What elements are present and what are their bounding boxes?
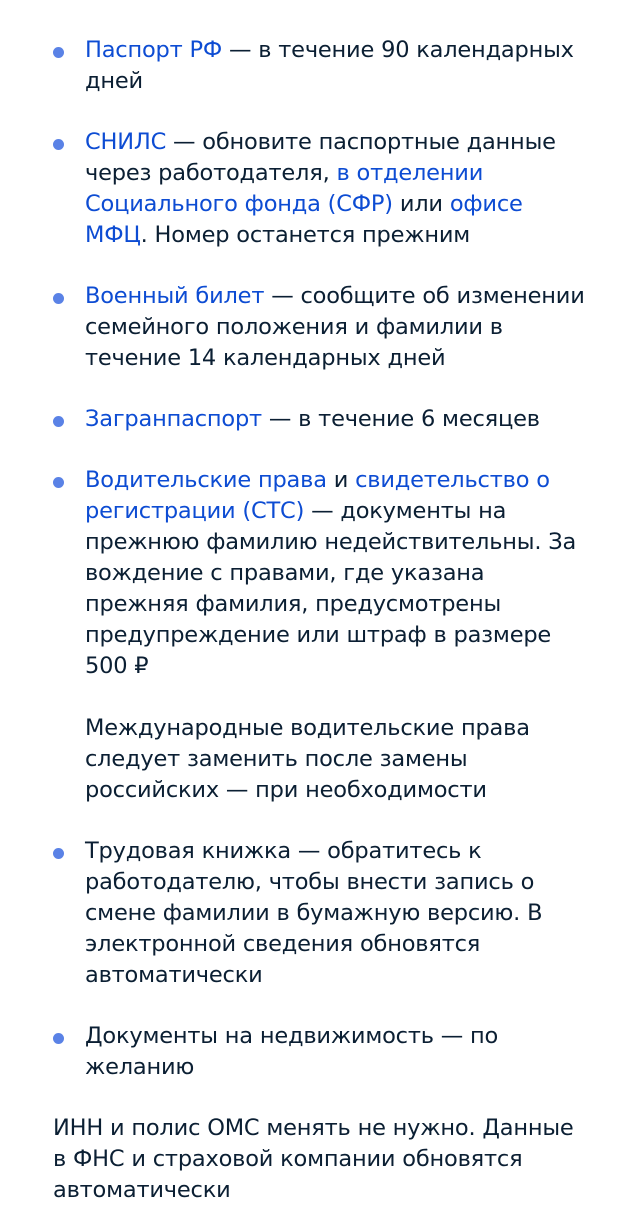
snils-link[interactable]: СНИЛС	[85, 129, 167, 155]
list-item-real-estate	[53, 1021, 592, 1083]
international-license-note: Международные водительские права следует заменить после замены российских — при необходимости	[85, 715, 530, 803]
snils-text-end: . Номер останется прежним	[140, 222, 471, 248]
list-item-text	[85, 127, 592, 251]
footer-note: ИНН и полис ОМС менять не нужно. Данные в ФНС и страховой компании обновятся автоматически	[53, 1115, 574, 1203]
list-item-military-id	[53, 281, 592, 374]
list-item-work-book	[53, 836, 592, 991]
snils-text-or: или	[392, 191, 450, 217]
bullet-dot-icon	[53, 477, 64, 488]
driver-license-text-and: и	[326, 467, 356, 493]
driver-license-text: — документы на прежнюю фамилию недействительны. За вождение с правами, где указана прежняя фамилия, предусмотрены предупреждение или штраф в размере 500 ₽	[85, 498, 577, 679]
list-item-foreign-passport	[53, 404, 592, 435]
sfr-office-link[interactable]: в отделении Социального фонда (СФР)	[85, 160, 484, 217]
military-id-link[interactable]: Военный билет	[85, 283, 265, 309]
foreign-passport-text: — в течение 6 месяцев	[261, 406, 540, 432]
driver-license-link[interactable]: Водительские права	[85, 467, 327, 493]
list-item-driver-license	[53, 465, 592, 806]
bullet-dot-icon	[53, 139, 64, 150]
list-item-text	[85, 35, 592, 97]
list-item-snils	[53, 127, 592, 251]
passport-link[interactable]: Паспорт РФ	[85, 37, 223, 63]
real-estate-text: Документы на недвижимость — по желанию	[85, 1023, 499, 1080]
list-item-text	[85, 465, 592, 682]
list-item-passport	[53, 35, 592, 97]
passport-text: — в течение 90 календарных дней	[85, 37, 574, 94]
list-item-text	[85, 404, 592, 435]
documents-list	[53, 35, 592, 1083]
work-book-text: Трудовая книжка — обратитесь к работодателю, чтобы внести запись о смене фамилии в бумажную версию. В электронной сведения обновятся автоматически	[85, 838, 543, 988]
military-id-text: — сообщите об изменении семейного положения и фамилии в течение 14 календарных дней	[85, 283, 585, 371]
mfc-office-link[interactable]: офисе МФЦ	[85, 191, 523, 248]
bullet-dot-icon	[53, 47, 64, 58]
vehicle-registration-link[interactable]: свидетельство о регистрации (СТС)	[85, 467, 550, 524]
snils-text: — обновите паспортные данные через работодателя,	[85, 129, 556, 186]
foreign-passport-link[interactable]: Загранпаспорт	[85, 406, 262, 432]
bullet-dot-icon	[53, 848, 64, 859]
bullet-dot-icon	[53, 293, 64, 304]
list-item-text	[85, 281, 592, 374]
bullet-dot-icon	[53, 416, 64, 427]
bullet-dot-icon	[53, 1033, 64, 1044]
